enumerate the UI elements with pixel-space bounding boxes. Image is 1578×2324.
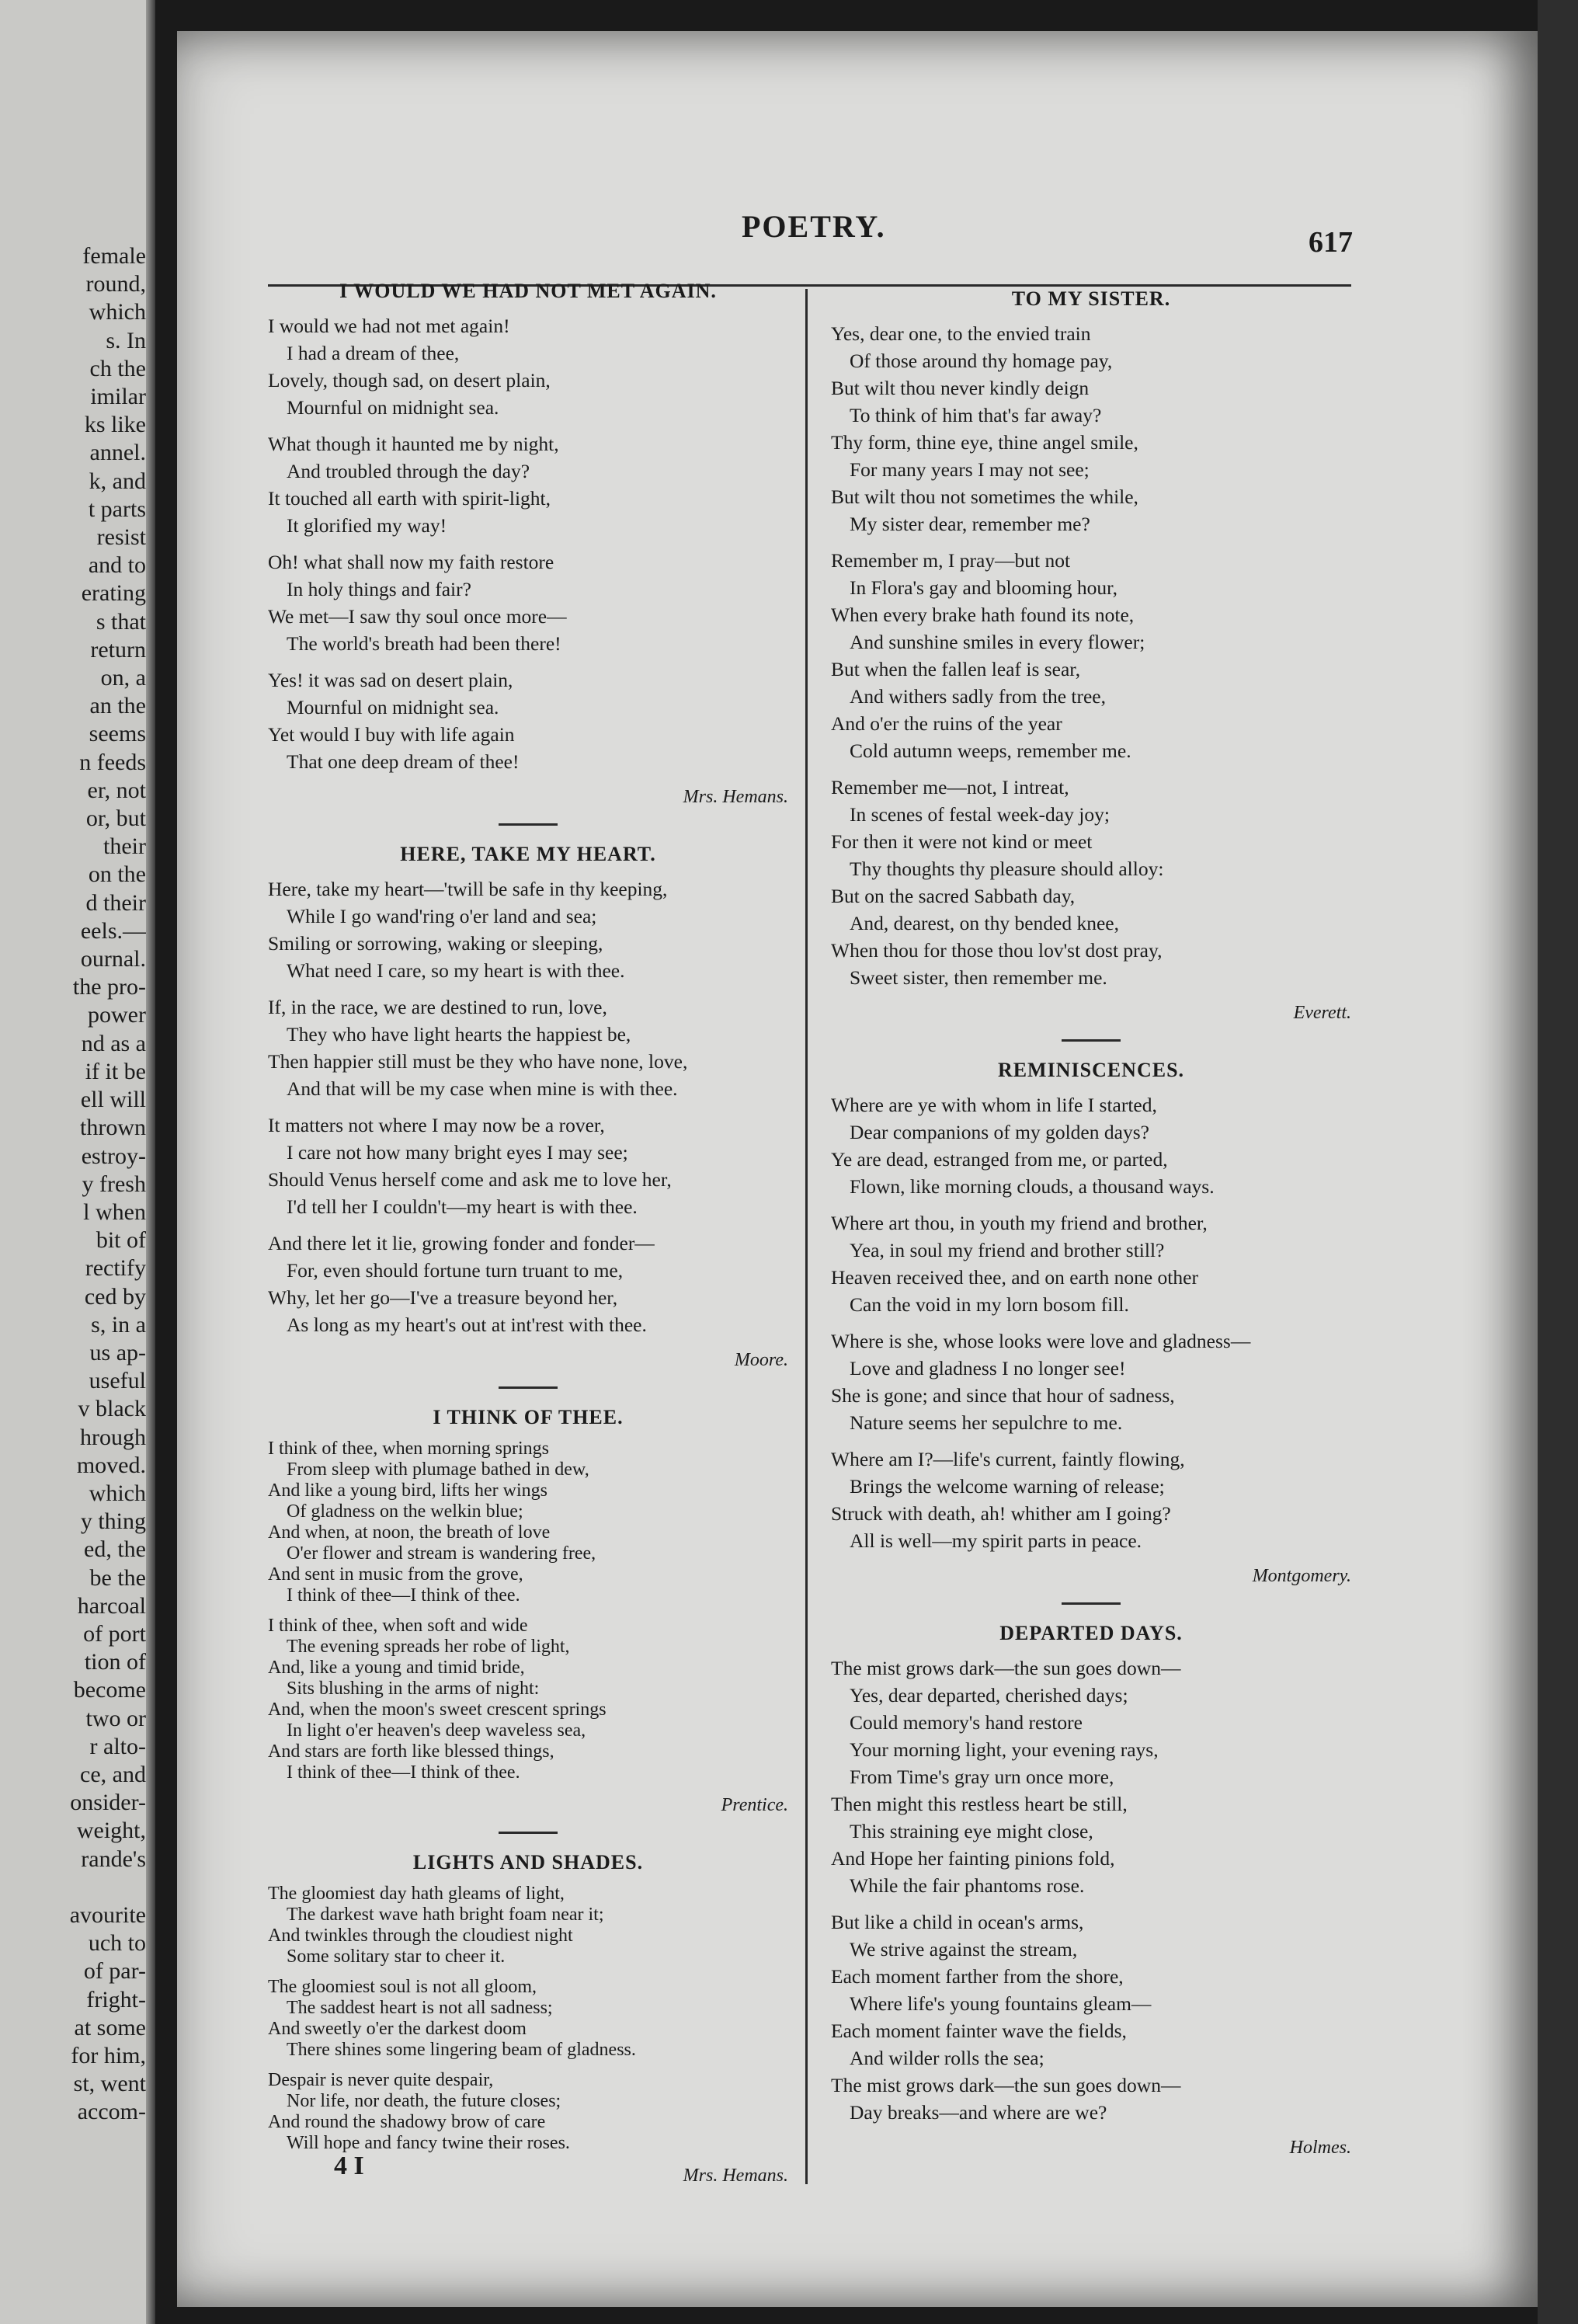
fragment-line: ce, and: [80, 1761, 146, 1787]
verse-line: Yes, dear one, to the envied train: [831, 322, 1091, 345]
verse-line: Yes, dear departed, cherished days;: [850, 1684, 1128, 1706]
verse-line: Will hope and fancy twine their roses.: [287, 2133, 570, 2153]
fragment-line: an the: [89, 693, 146, 719]
fragment-line: bit of: [96, 1227, 146, 1254]
stanza: [268, 2070, 788, 2154]
fragment-line: us ap-: [89, 1339, 146, 1366]
fragment-line: useful: [89, 1368, 146, 1394]
poem-author: Prentice.: [721, 1795, 788, 1815]
fragment-line: of par-: [83, 1958, 146, 1985]
verse-line: In Flora's gay and blooming hour,: [850, 576, 1117, 599]
fragment-line: uch to: [88, 1930, 146, 1957]
fragment-line: accom-: [77, 2099, 146, 2125]
fragment-line: s. In: [106, 327, 146, 353]
verse-line: Struck with death, ah! whither am I going?: [831, 1502, 1171, 1525]
verse-line: Sits blushing in the arms of night:: [287, 1679, 540, 1699]
fragment-line: y thing: [80, 1508, 146, 1535]
page-edge: [146, 0, 155, 2324]
verse-line: Yes! it was sad on desert plain,: [268, 669, 513, 691]
verse-line: That one deep dream of thee!: [287, 750, 520, 773]
scan-border: [1538, 0, 1578, 2324]
stanza: [268, 548, 788, 657]
fragment-line: nd as a: [81, 1030, 146, 1056]
verse-line: Of gladness on the welkin blue;: [287, 1501, 523, 1522]
fragment-line: be the: [89, 1564, 146, 1591]
verse-line: This straining eye might close,: [850, 1820, 1093, 1842]
verse-line: And there let it lie, growing fonder and fonder—: [268, 1232, 655, 1254]
poem-separator: [499, 1386, 558, 1389]
stanza: [268, 430, 788, 539]
verse-line: Despair is never quite despair,: [268, 2070, 494, 2090]
verse-line: What though it haunted me by night,: [268, 433, 559, 455]
verse-line: And, when the moon's sweet crescent springs: [268, 1700, 607, 1720]
fragment-line: fright-: [86, 1986, 146, 2013]
page-header-title: POETRY.: [742, 209, 886, 244]
verse-line: My sister dear, remember me?: [850, 513, 1090, 535]
fragment-line: ch the: [89, 355, 146, 381]
verse-line: But wilt thou never kindly deign: [831, 377, 1090, 399]
verse-line: Mournful on midnight sea.: [287, 696, 499, 718]
verse-line: And twinkles through the cloudiest night: [268, 1926, 573, 1946]
verse-line: There shines some lingering beam of gladness.: [287, 2040, 636, 2060]
stanza: [831, 1327, 1351, 1436]
fragment-line: two or: [85, 1705, 146, 1731]
verse-line: From Time's gray urn once more,: [850, 1766, 1114, 1788]
poem: [831, 1059, 1351, 1588]
verse-line: For many years I may not see;: [850, 458, 1090, 481]
stanza: [268, 1439, 788, 1606]
fragment-line: eels.—: [80, 917, 146, 944]
fragment-line: ell will: [80, 1087, 146, 1113]
verse-line: Remember me—not, I intreat,: [831, 776, 1069, 798]
verse-line: Could memory's hand restore: [850, 1711, 1083, 1734]
signature-mark: 4 I: [334, 2152, 364, 2180]
fragment-line: er, not: [87, 777, 146, 803]
verse-line: Sweet sister, then remember me.: [850, 966, 1107, 989]
poem: [268, 1406, 788, 1818]
poem-title: TO MY SISTER.: [1011, 287, 1171, 310]
fragment-line: imilar: [90, 384, 146, 410]
fragment-line: s that: [96, 608, 146, 635]
verse-line: Where am I?—life's current, faintly flowing,: [831, 1448, 1185, 1470]
verse-line: Thy form, thine eye, thine angel smile,: [831, 431, 1138, 454]
poem-author: Mrs. Hemans.: [683, 2166, 788, 2186]
poem-author: Moore.: [734, 1350, 788, 1370]
poem: [268, 843, 788, 1372]
verse-line: In scenes of festal week-day joy;: [850, 803, 1110, 826]
verse-line: Thy thoughts thy pleasure should alloy:: [850, 858, 1164, 880]
verse-line: From sleep with plumage bathed in dew,: [287, 1459, 589, 1480]
fragment-line: which: [89, 1480, 146, 1506]
stanza: [268, 1230, 788, 1338]
verse-line: They who have light hearts the happiest be,: [287, 1023, 631, 1045]
verse-line: And, like a young and timid bride,: [268, 1658, 525, 1678]
stanza: [268, 1112, 788, 1220]
verse-line: While I go wand'ring o'er land and sea;: [287, 905, 597, 927]
verse-line: Dear companions of my golden days?: [850, 1121, 1149, 1143]
verse-line: The saddest heart is not all sadness;: [287, 1998, 553, 2018]
verse-line: We strive against the stream,: [850, 1938, 1078, 1960]
fragment-line: rande's: [81, 1846, 146, 1872]
fragment-line: which: [89, 299, 146, 325]
stanza: [831, 1654, 1351, 1899]
fragment-line: d their: [85, 889, 146, 916]
fragment-line: v black: [78, 1396, 146, 1422]
verse-line: The evening spreads her robe of light,: [287, 1637, 570, 1657]
verse-line: And Hope her fainting pinions fold,: [831, 1847, 1115, 1870]
poem-author: Everett.: [1293, 1003, 1351, 1023]
fragment-line: and to: [88, 552, 146, 579]
fragment-line: t parts: [88, 496, 146, 522]
verse-line: To think of him that's far away?: [850, 404, 1102, 426]
poem: [268, 280, 788, 809]
verse-line: And when, at noon, the breath of love: [268, 1522, 551, 1543]
verse-line: And, dearest, on thy bended knee,: [850, 912, 1119, 934]
poem-separator: [499, 823, 558, 826]
verse-line: It glorified my way!: [287, 514, 447, 537]
poem-title: DEPARTED DAYS.: [999, 1622, 1183, 1644]
poem: [831, 1622, 1351, 2160]
verse-line: And like a young bird, lifts her wings: [268, 1480, 547, 1501]
verse-line: While the fair phantoms rose.: [850, 1874, 1085, 1897]
verse-line: O'er flower and stream is wandering free,: [287, 1543, 596, 1564]
verse-line: And round the shadowy brow of care: [268, 2112, 546, 2132]
verse-line: Here, take my heart—'twill be safe in thy keeping,: [268, 878, 668, 900]
fragment-line: st, went: [73, 2071, 146, 2097]
verse-line: Where life's young fountains gleam—: [850, 1992, 1152, 2015]
verse-line: I care not how many bright eyes I may see;: [287, 1141, 628, 1164]
fragment-line: k, and: [89, 468, 146, 494]
fragment-line: tion of: [84, 1649, 146, 1675]
fragment-line: return: [90, 636, 146, 663]
fragment-line: or, but: [85, 805, 146, 832]
poem-title: I THINK OF THEE.: [433, 1406, 624, 1428]
verse-line: Then might this restless heart be still,: [831, 1793, 1128, 1815]
right-column: [831, 287, 1351, 2169]
verse-line: And sent in music from the grove,: [268, 1564, 523, 1585]
verse-line: And troubled through the day?: [287, 460, 530, 482]
fragment-line: [0, 1873, 146, 1901]
verse-line: The mist grows dark—the sun goes down—: [831, 1657, 1181, 1679]
fragment-line: their: [103, 833, 146, 860]
fragment-line: power: [88, 1002, 146, 1028]
verse-line: Cold autumn weeps, remember me.: [850, 739, 1131, 762]
verse-line: But on the sacred Sabbath day,: [831, 885, 1076, 907]
fragment-line: rectify: [85, 1255, 146, 1282]
fragment-line: for him,: [71, 2043, 146, 2068]
fragment-line: on, a: [100, 665, 146, 691]
verse-line: It matters not where I may now be a rover,: [268, 1114, 605, 1136]
verse-line: All is well—my spirit parts in peace.: [850, 1529, 1142, 1552]
verse-line: We met—I saw thy soul once more—: [268, 605, 567, 628]
verse-line: When every brake hath found its note,: [831, 604, 1135, 626]
poem-separator: [499, 1832, 558, 1834]
poem: [831, 287, 1351, 1025]
fragment-line: if it be: [85, 1058, 146, 1084]
verse-line: As long as my heart's out at int'rest with thee.: [287, 1313, 647, 1336]
stanza: [831, 774, 1351, 991]
verse-line: I think of thee, when soft and wide: [268, 1616, 528, 1636]
adjacent-page-fragment: [0, 0, 155, 2324]
verse-line: I think of thee, when morning springs: [268, 1439, 549, 1459]
verse-line: Your morning light, your evening rays,: [850, 1738, 1159, 1761]
fragment-line: the pro-: [72, 974, 146, 1000]
fragment-line: avourite: [69, 1901, 146, 1928]
stanza: [268, 1616, 788, 1783]
verse-line: The darkest wave hath bright foam near it;: [287, 1905, 604, 1925]
fragment-line: ced by: [84, 1283, 146, 1310]
verse-line: But wilt thou not sometimes the while,: [831, 485, 1138, 508]
stanza: [831, 1091, 1351, 1200]
verse-line: And that will be my case when mine is with thee.: [287, 1077, 678, 1100]
fragment-line: ournal.: [80, 946, 146, 972]
verse-line: And stars are forth like blessed things,: [268, 1741, 554, 1762]
fragment-line: moved.: [76, 1452, 146, 1478]
stanza: [268, 875, 788, 984]
poem-author: Montgomery.: [1252, 1566, 1351, 1586]
verse-line: Day breaks—and where are we?: [850, 2101, 1107, 2124]
verse-line: Yea, in soul my friend and brother still?: [850, 1239, 1165, 1261]
verse-line: Remember m, I pray—but not: [831, 549, 1071, 572]
adjacent-page-text: [0, 242, 146, 2127]
verse-line: It touched all earth with spirit-light,: [268, 487, 551, 510]
fragment-line: on the: [88, 861, 146, 888]
verse-line: If, in the race, we are destined to run, love,: [268, 996, 607, 1018]
verse-line: Some solitary star to cheer it.: [287, 1947, 506, 1967]
verse-line: Lovely, though sad, on desert plain,: [268, 369, 551, 391]
fragment-line: hrough: [80, 1424, 146, 1450]
poem-title: I WOULD WE HAD NOT MET AGAIN.: [339, 280, 717, 302]
verse-line: The world's breath had been there!: [287, 632, 561, 655]
verse-line: Heaven received thee, and on earth none other: [831, 1266, 1198, 1289]
fragment-line: annel.: [89, 440, 146, 466]
verse-line: And wilder rolls the sea;: [850, 2047, 1044, 2069]
stanza: [831, 547, 1351, 764]
verse-line: Love and gladness I no longer see!: [850, 1357, 1126, 1379]
verse-line: I think of thee—I think of thee.: [287, 1585, 520, 1606]
verse-line: I had a dream of thee,: [287, 342, 460, 364]
fragment-line: weight,: [76, 1818, 146, 1844]
stanza: [268, 666, 788, 775]
verse-line: Where is she, whose looks were love and gladness—: [831, 1330, 1251, 1352]
verse-line: And sweetly o'er the darkest doom: [268, 2019, 527, 2039]
stanza: [831, 1446, 1351, 1554]
fragment-line: erating: [81, 580, 146, 607]
page-number: 617: [1309, 226, 1353, 259]
verse-line: Each moment farther from the shore,: [831, 1965, 1124, 1988]
verse-line: Nature seems her sepulchre to me.: [850, 1411, 1123, 1434]
verse-line: For then it were not kind or meet: [831, 830, 1093, 853]
fragment-line: n feeds: [79, 749, 146, 775]
verse-line: Why, let her go—I've a treasure beyond her,: [268, 1286, 618, 1309]
verse-line: Where art thou, in youth my friend and brother,: [831, 1212, 1208, 1234]
verse-line: Mournful on midnight sea.: [287, 396, 499, 419]
verse-line: Flown, like morning clouds, a thousand ways.: [850, 1175, 1215, 1198]
stanza: [268, 312, 788, 421]
verse-line: Where are ye with whom in life I started,: [831, 1094, 1157, 1116]
verse-line: But like a child in ocean's arms,: [831, 1911, 1084, 1933]
verse-line: I'd tell her I couldn't—my heart is with thee.: [287, 1195, 638, 1218]
verse-line: When thou for those thou lov'st dost pray,: [831, 939, 1163, 962]
verse-line: Then happier still must be they who have none, love,: [268, 1050, 688, 1073]
poem-author: Mrs. Hemans.: [683, 787, 788, 807]
verse-line: And sunshine smiles in every flower;: [850, 631, 1145, 653]
verse-line: Brings the welcome warning of release;: [850, 1475, 1165, 1498]
verse-line: And withers sadly from the tree,: [850, 685, 1106, 708]
fragment-line: of port: [83, 1620, 146, 1647]
fragment-line: become: [73, 1677, 146, 1703]
verse-line: The gloomiest day hath gleams of light,: [268, 1884, 565, 1904]
verse-line: The mist grows dark—the sun goes down—: [831, 2074, 1181, 2096]
fragment-line: seems: [89, 721, 146, 747]
fragment-line: round,: [85, 271, 146, 297]
verse-line: Of those around thy homage pay,: [850, 350, 1113, 372]
verse-line: For, even should fortune turn truant to me,: [287, 1259, 624, 1282]
stanza: [831, 320, 1351, 538]
stanza: [831, 1209, 1351, 1318]
stanza: [831, 1908, 1351, 2126]
stanza: [268, 993, 788, 1102]
poem-separator: [1062, 1039, 1121, 1042]
fragment-line: resist: [96, 524, 146, 551]
fragment-line: harcoal: [77, 1592, 146, 1619]
verse-line: Each moment fainter wave the fields,: [831, 2020, 1127, 2042]
column-divider: [805, 289, 808, 2184]
poem-author: Holmes.: [1289, 2138, 1351, 2158]
poem-title: HERE, TAKE MY HEART.: [400, 843, 656, 865]
poem-title: LIGHTS AND SHADES.: [412, 1851, 644, 1873]
fragment-line: l when: [83, 1199, 146, 1225]
stanza: [268, 1884, 788, 1967]
left-column: [268, 280, 788, 2197]
verse-line: She is gone; and since that hour of sadness,: [831, 1384, 1175, 1407]
fragment-line: female: [82, 243, 146, 269]
verse-line: Oh! what shall now my faith restore: [268, 551, 554, 573]
stanza: [268, 1977, 788, 2061]
fragment-line: y fresh: [82, 1171, 146, 1197]
verse-line: In light o'er heaven's deep waveless sea,: [287, 1720, 586, 1741]
verse-line: Ye are dead, estranged from me, or parted,: [831, 1148, 1168, 1171]
verse-line: Should Venus herself come and ask me to love her,: [268, 1168, 672, 1191]
verse-line: The gloomiest soul is not all gloom,: [268, 1977, 537, 1997]
fragment-line: ed, the: [84, 1536, 146, 1563]
verse-line: But when the fallen leaf is sear,: [831, 658, 1081, 680]
verse-line: Can the void in my lorn bosom fill.: [850, 1293, 1129, 1316]
fragment-line: at some: [74, 2014, 146, 2040]
fragment-line: s, in a: [91, 1311, 146, 1338]
fragment-line: ks like: [84, 412, 146, 438]
verse-line: And o'er the ruins of the year: [831, 712, 1062, 735]
verse-line: I would we had not met again!: [268, 315, 510, 337]
poem: [268, 1851, 788, 2188]
verse-line: I think of thee—I think of thee.: [287, 1762, 520, 1783]
fragment-line: onsider-: [70, 1790, 146, 1816]
poem-separator: [1062, 1602, 1121, 1605]
fragment-line: estroy-: [81, 1143, 146, 1169]
poem-title: REMINISCENCES.: [997, 1059, 1185, 1081]
verse-line: What need I care, so my heart is with thee.: [287, 959, 625, 982]
verse-line: In holy things and fair?: [287, 578, 471, 600]
fragment-line: thrown: [80, 1115, 146, 1141]
fragment-line: r alto-: [89, 1733, 146, 1759]
verse-line: Nor life, nor death, the future closes;: [287, 2091, 561, 2111]
verse-line: Smiling or sorrowing, waking or sleeping,: [268, 932, 603, 955]
verse-line: Yet would I buy with life again: [268, 723, 515, 746]
